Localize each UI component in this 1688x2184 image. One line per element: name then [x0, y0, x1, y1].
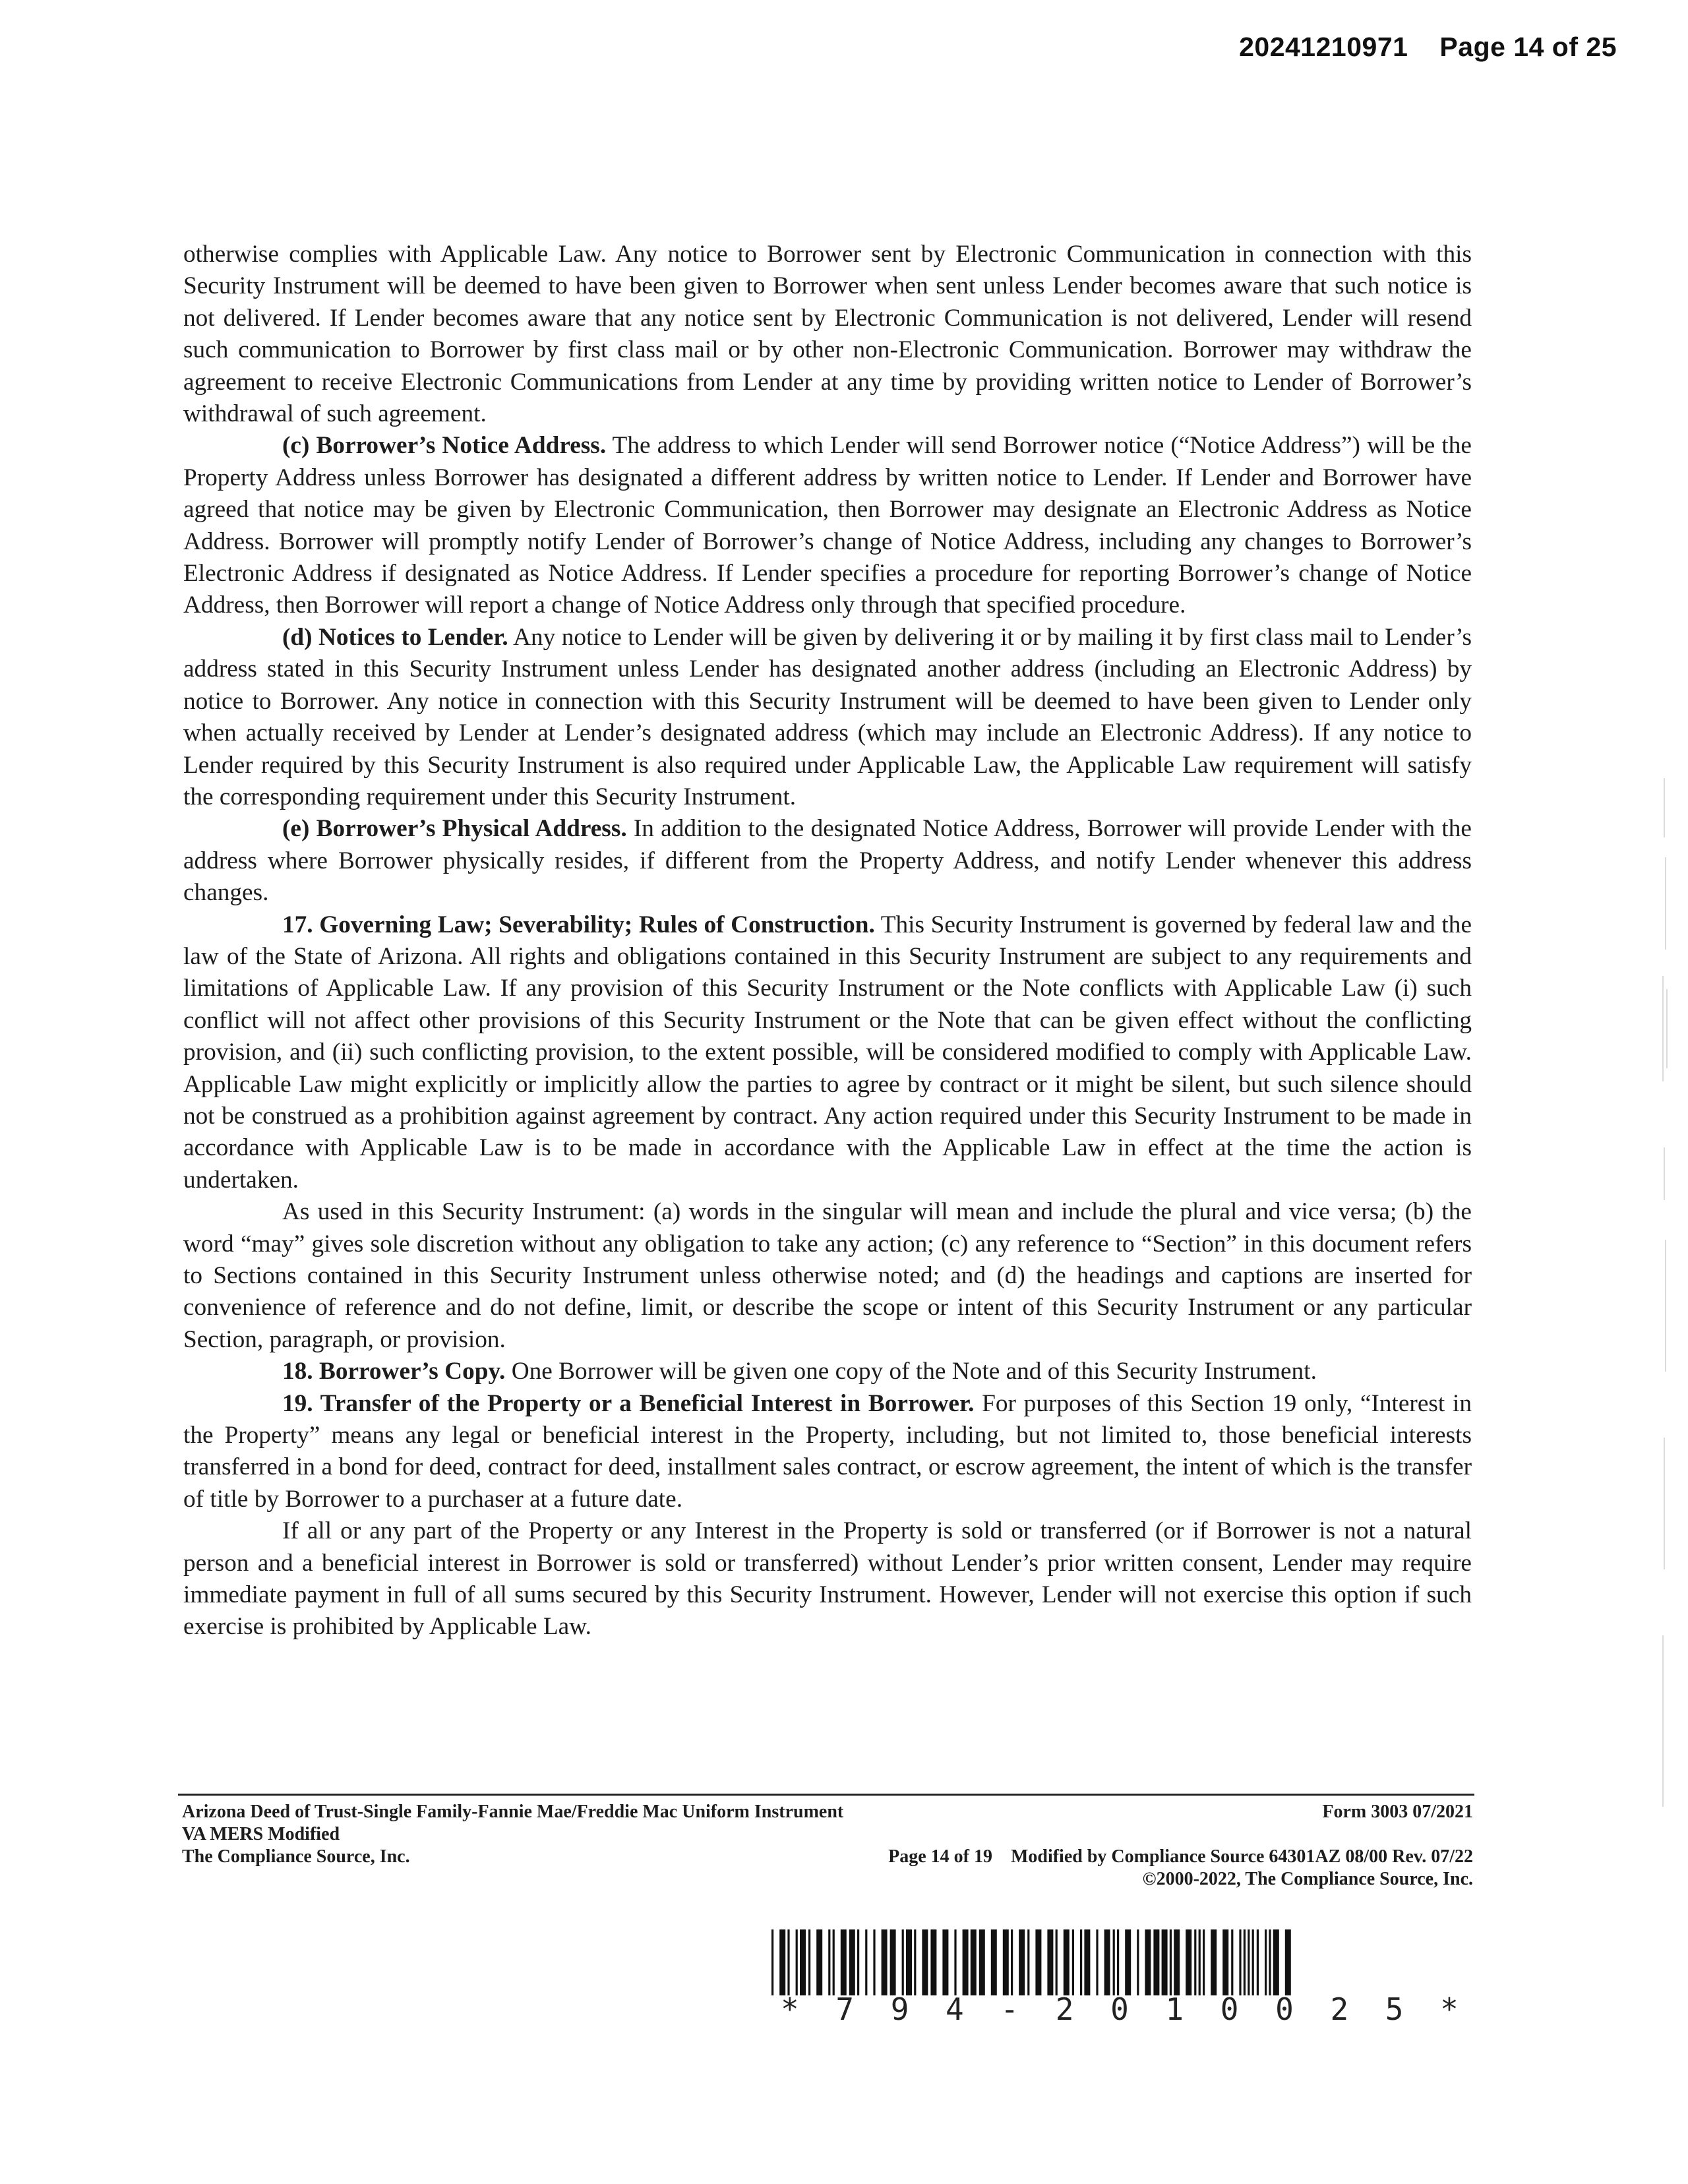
barcode-bar [930, 1929, 936, 1995]
text-section-18: One Borrower will be given one copy of the Note and of this Security Instrument. [505, 1358, 1317, 1385]
barcode-bar [1174, 1929, 1180, 1995]
barcode-bar [1125, 1929, 1131, 1995]
barcode-bar [1194, 1929, 1196, 1995]
barcode-bar [1186, 1929, 1191, 1995]
barcode-bar [1113, 1929, 1115, 1995]
copyright: ©2000-2022, The Compliance Source, Inc. [1142, 1869, 1473, 1889]
scan-edge-marks [1656, 778, 1676, 1833]
recording-header [1239, 32, 1617, 63]
form-number: Form 3003 07/2021 [1322, 1802, 1473, 1822]
barcode-bar [865, 1929, 867, 1995]
form-page-of: Page 14 of 19 [888, 1846, 992, 1867]
form-modifier: VA MERS Modified [182, 1824, 340, 1844]
barcode-bar [873, 1929, 875, 1995]
heading-section-17: 17. Governing Law; Severability; Rules of Construction. [282, 911, 875, 938]
barcode-char: - [1000, 1991, 1019, 2027]
text-notice-address: The address to which Lender will send Borrower notice (“Notice Address”) will be the Property Address unless Borrower has designated a different address by written notice to Lender. If Lender and Borrower have agreed that notice may be given by Electronic Communication, then Borrower may designate an Electronic Address as Notice Address. Borrower will promptly notify Lender of Borrower’s change of Notice Address, including any changes to Borrower’s Electronic Address if designated as Notice Address. If Lender specifies a procedure for reporting Borrower’s change of Notice Address, then Borrower will report a change of Notice Address only through that specified procedure. [183, 432, 1472, 619]
barcode-char: 1 [1165, 1991, 1184, 2027]
barcode-bar [1248, 1929, 1250, 1995]
document-body [183, 239, 1472, 1643]
barcode-bar [1019, 1929, 1025, 1995]
barcode-bar [857, 1929, 859, 1995]
barcode-bar [922, 1929, 928, 1995]
barcode-bar [1269, 1929, 1271, 1995]
heading-physical-address: (e) Borrower’s Physical Address. [282, 815, 627, 843]
barcode-bar [1011, 1929, 1013, 1995]
barcode-char: 0 [1220, 1991, 1239, 2027]
text-notices-to-lender: Any notice to Lender will be given by delivering it or by mailing it by first class mail to Lender’s address stated in this Security Instrument unless Lender has designated another address (including an Electronic Address) by notice to Borrower. Any notice in connection with this Security Instrument will be deemed to have been given to Lender only when actually received by Lender at Lender’s designated address (which may include an Electronic Address). If any notice to Lender required by this Security Instrument is also required under Applicable Law, the Applicable Law requirement will satisfy the corresponding requirement under this Security Instrument. [183, 623, 1472, 810]
barcode-bar [942, 1929, 948, 1995]
barcode-char: * [1440, 1991, 1459, 2027]
barcode-bar [1027, 1929, 1029, 1995]
barcode-bar [1170, 1929, 1172, 1995]
barcode-bar [1035, 1929, 1041, 1995]
barcode-bar [1239, 1929, 1241, 1995]
barcode-bar [800, 1929, 806, 1995]
barcode-bar [1231, 1929, 1233, 1995]
heading-section-19: 19. Transfer of the Property or a Beneficial Interest in Borrower. [282, 1389, 975, 1417]
barcode-bar [1003, 1929, 1009, 1995]
barcode-bar [1203, 1929, 1205, 1995]
barcode-bar [1145, 1929, 1151, 1995]
barcode-char: 9 [890, 1991, 909, 2027]
barcode-bar [1096, 1929, 1098, 1995]
barcode-bar [954, 1929, 956, 1995]
barcode-bar [779, 1929, 785, 1995]
barcode-bar [808, 1929, 810, 1995]
barcode-bar [1072, 1929, 1074, 1995]
form-title: Arizona Deed of Trust-Single Family-Fannie Mae/Freddie Mac Uniform Instrument [182, 1802, 844, 1822]
heading-notice-address: (c) Borrower’s Notice Address. [282, 432, 607, 460]
barcode-char: * [781, 1991, 799, 2027]
recording-page-label: Page 14 of 25 [1439, 32, 1617, 62]
barcode-bar [914, 1929, 916, 1995]
barcode-bar [841, 1929, 847, 1995]
company-name: The Compliance Source, Inc. [182, 1846, 410, 1867]
barcode-bar [1084, 1929, 1090, 1995]
barcode-bar [849, 1929, 855, 1995]
barcode-char: 0 [1275, 1991, 1294, 2027]
barcode-bar [906, 1929, 912, 1995]
barcode-bar [828, 1929, 830, 1995]
text-section-19: For purposes of this Section 19 only, “Interest in the Property” means any legal or beneficial interest in the Property, including, but not limited to, those beneficial interests transferred in a bond for deed, contract for deed, installment sales contract, or escrow agreement, the intent of which is the transfer of title by Borrower to a purchaser at a future date. [183, 1389, 1472, 1513]
barcode-bar [1056, 1929, 1058, 1995]
barcode-bar [1222, 1929, 1228, 1995]
barcode-char: 2 [1055, 1991, 1074, 2027]
barcode-bar [1252, 1929, 1254, 1995]
barcode-bar [1257, 1929, 1259, 1995]
paragraph-section-19 [183, 1388, 1472, 1516]
barcode-char: 5 [1385, 1991, 1404, 2027]
barcode-bar [882, 1929, 888, 1995]
barcode-bar [1265, 1929, 1267, 1995]
barcode [769, 1929, 1470, 1995]
barcode-bar [1199, 1929, 1201, 1995]
heading-section-18: 18. Borrower’s Copy. [282, 1358, 506, 1385]
heading-notices-to-lender: (d) Notices to Lender. [282, 623, 508, 651]
modified-by: Modified by Compliance Source 64301AZ 08/00 Rev. 07/22 [1010, 1846, 1473, 1867]
barcode-bar [1137, 1929, 1139, 1995]
barcode-bar [787, 1929, 789, 1995]
paragraph-physical-address [183, 813, 1472, 909]
barcode-bar [991, 1929, 997, 1995]
barcode-bar [890, 1929, 896, 1995]
text-section-17: This Security Instrument is governed by federal law and the law of the State of Arizona. All rights and obligations contained in this Security Instrument are subject to any requirements and limitations of Applicable Law. If any provision of this Security Instrument or the Note conflicts with Applicable Law (i) such conflict will not affect other provisions of this Security Instrument or the Note that can be given effect without the conflicting provision, and (ii) such conflicting provision, to the extent possible, will be considered modified to comply with Applicable Law. Applicable Law might explicitly or implicitly allow the parties to agree by contract or it might be silent, but such silence should not be construed as a prohibition against agreement by contract. Any action required under this Security Instrument to be made in accordance with Applicable Law is to be made in accordance with the Applicable Law in effect at the time the action is undertaken. [183, 911, 1472, 1194]
barcode-text [769, 1991, 1470, 2027]
barcode-bar [1104, 1929, 1110, 1995]
barcode-char: 4 [946, 1991, 964, 2027]
barcode-bar [771, 1929, 773, 1995]
text-physical-address: In addition to the designated Notice Address, Borrower will provide Lender with the address where Borrower physically resides, if different from the Property Address, and notify Lender whenever this address changes. [183, 815, 1472, 907]
barcode-bar [1117, 1929, 1119, 1995]
barcode-bar [1162, 1929, 1168, 1995]
paragraph-continuation: otherwise complies with Applicable Law. Any notice to Borrower sent by Electronic Communication in connection with this Security Instrument will be deemed to have been given to Borrower when sent unless Lender becomes aware that such notice is not delivered. If Lender becomes aware that any notice sent by Electronic Communication is not delivered, Lender will resend such communication to Borrower by first class mail or by other non-Electronic Communication. Borrower may withdraw the agreement to receive Electronic Communications from Lender at any time by providing written notice to Lender of Borrower’s withdrawal of such agreement. [183, 241, 1472, 428]
barcode-bar [1285, 1929, 1291, 1995]
barcode-bar [1211, 1929, 1217, 1995]
barcode-bar [1153, 1929, 1159, 1995]
barcode-bar [816, 1929, 822, 1995]
barcode-bar [1273, 1929, 1279, 1995]
paragraph-section-17 [183, 909, 1472, 1197]
paragraph-notice-address [183, 430, 1472, 621]
barcode-char: 7 [835, 1991, 855, 2027]
barcode-char: 0 [1110, 1991, 1129, 2027]
barcode-bar [979, 1929, 985, 1995]
footer-divider [178, 1794, 1474, 1796]
paragraph-section-18 [183, 1356, 1472, 1387]
paragraph-section-17-construction: As used in this Security Instrument: (a) words in the singular will mean and include the plural and vice versa; (b) the word “may” gives sole discretion without any obligation to take any action; (c) any reference to “Section” in this document refers to Sections contained in this Security Instrument unless otherwise noted; and (d) the headings and captions are inserted for convenience of reference and do not define, limit, or describe the scope or intent of this Security Instrument or any particular Section, paragraph, or provision. [183, 1198, 1472, 1353]
barcode-bar [963, 1929, 969, 1995]
barcode-bar [1080, 1929, 1082, 1995]
form-footer [182, 1801, 1473, 1891]
paragraph-section-19-transfer: If all or any part of the Property or any Interest in the Property is sold or transferred (or if Borrower is not a natural person and a beneficial interest in Borrower is sold or transferred) without Lender’s prior written consent, Lender may require immediate payment in full of all sums secured by this Security Instrument. However, Lender will not exercise this option if such exercise is prohibited by Applicable Law. [183, 1517, 1472, 1641]
barcode-bar [971, 1929, 977, 1995]
barcode-bar [1047, 1929, 1053, 1995]
barcode-bar [1064, 1929, 1070, 1995]
barcode-bar [833, 1929, 835, 1995]
record-number: 20241210971 [1239, 32, 1408, 62]
barcode-bar [1244, 1929, 1246, 1995]
barcode-bar [796, 1929, 798, 1995]
barcode-char: 2 [1330, 1991, 1349, 2027]
barcode-bar [902, 1929, 904, 1995]
paragraph-notices-to-lender [183, 622, 1472, 813]
